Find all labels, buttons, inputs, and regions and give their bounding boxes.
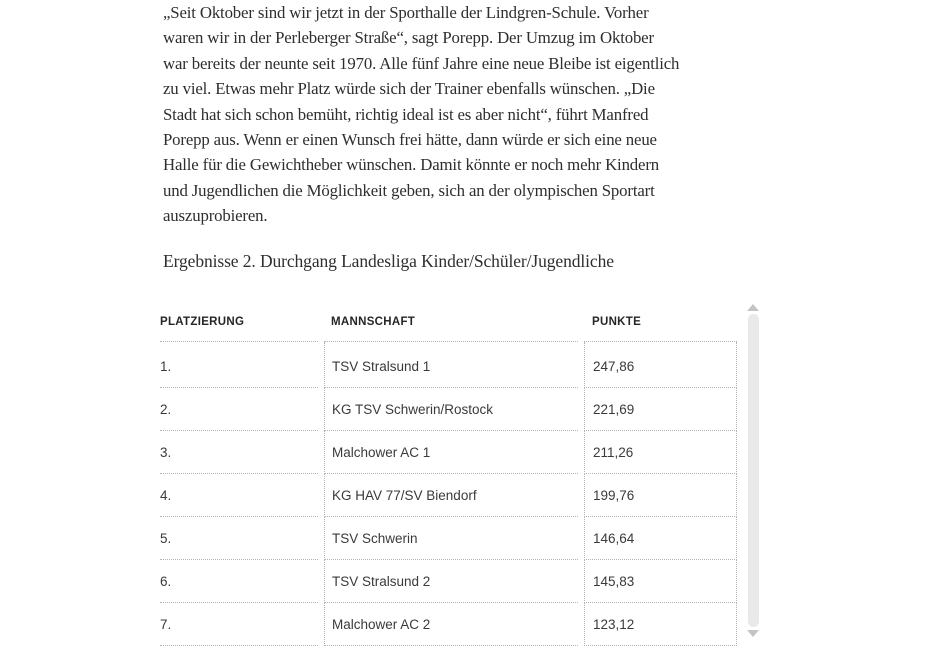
table-row xyxy=(160,517,740,560)
cell-platzierung: 7. xyxy=(160,603,318,646)
cell-mannschaft: TSV Stralsund 2 xyxy=(324,560,578,603)
cell-punkte: 145,83 xyxy=(584,560,737,603)
cell-platzierung: 6. xyxy=(160,560,318,603)
cell-mannschaft: KG TSV Schwerin/Rostock xyxy=(324,388,578,431)
article-paragraph xyxy=(163,0,679,229)
paragraph-line: war bereits der neunte seit 1970. Alle fünf Jahre eine neue Bleibe ist eigentlich xyxy=(163,53,680,73)
paragraph-line: Stadt hat sich schon bemüht, richtig ideal ist es aber nicht“, führt Manfred xyxy=(163,104,649,124)
cell-platzierung: 5. xyxy=(160,517,318,560)
results-heading: Ergebnisse 2. Durchgang Landesliga Kinder/Schüler/Jugendliche xyxy=(163,251,614,271)
table-row xyxy=(160,474,740,517)
cell-mannschaft: Malchower AC 1 xyxy=(324,431,578,474)
table-row xyxy=(160,560,740,603)
results-table xyxy=(160,302,740,646)
paragraph-line: waren wir in der Perleberger Straße“, sagt Porepp. Der Umzug im Oktober xyxy=(163,28,654,48)
scroll-down-arrow-icon[interactable] xyxy=(747,630,759,637)
cell-platzierung: 2. xyxy=(160,388,318,431)
table-row xyxy=(160,388,740,431)
paragraph-line: Porepp aus. Wenn er einen Wunsch frei hätte, dann würde er sich eine neue xyxy=(163,129,657,149)
scrollbar-thumb[interactable] xyxy=(748,314,759,627)
cell-punkte: 211,26 xyxy=(584,431,737,474)
table-row xyxy=(160,431,740,474)
cell-punkte: 199,76 xyxy=(584,474,737,517)
cell-punkte: 247,86 xyxy=(584,342,737,388)
table-scrollbar[interactable] xyxy=(745,304,761,645)
cell-mannschaft: Malchower AC 2 xyxy=(324,603,578,646)
cell-platzierung: 1. xyxy=(160,342,318,388)
paragraph-line: „Seit Oktober sind wir jetzt in der Sporthalle der Lindgren-Schule. Vorher xyxy=(163,3,649,22)
cell-punkte: 123,12 xyxy=(584,603,737,646)
cell-mannschaft: TSV Stralsund 1 xyxy=(324,342,578,388)
column-header-platzierung: PLATZIERUNG xyxy=(160,302,318,342)
scroll-up-arrow-icon[interactable] xyxy=(747,304,759,311)
column-header-mannschaft: MANNSCHAFT xyxy=(324,302,578,342)
paragraph-line: Halle für die Gewichtheber wünschen. Damit könnte er noch mehr Kindern xyxy=(163,155,660,175)
paragraph-line: zu viel. Etwas mehr Platz würde sich der Trainer ebenfalls wünschen. „Die xyxy=(163,79,655,99)
cell-mannschaft: KG HAV 77/SV Biendorf xyxy=(324,474,578,517)
table-row xyxy=(160,342,740,388)
paragraph-line: und Jugendlichen die Möglichkeit geben, sich an der olympischen Sportart xyxy=(163,180,655,200)
cell-mannschaft: TSV Schwerin xyxy=(324,517,578,560)
cell-punkte: 221,69 xyxy=(584,388,737,431)
table-header-row xyxy=(160,302,740,342)
cell-punkte: 146,64 xyxy=(584,517,737,560)
cell-platzierung: 3. xyxy=(160,431,318,474)
cell-platzierung: 4. xyxy=(160,474,318,517)
scrollbar-track[interactable] xyxy=(748,314,759,627)
column-header-punkte: PUNKTE xyxy=(584,302,737,342)
table-row xyxy=(160,603,740,646)
paragraph-line: auszuprobieren. xyxy=(163,206,268,226)
